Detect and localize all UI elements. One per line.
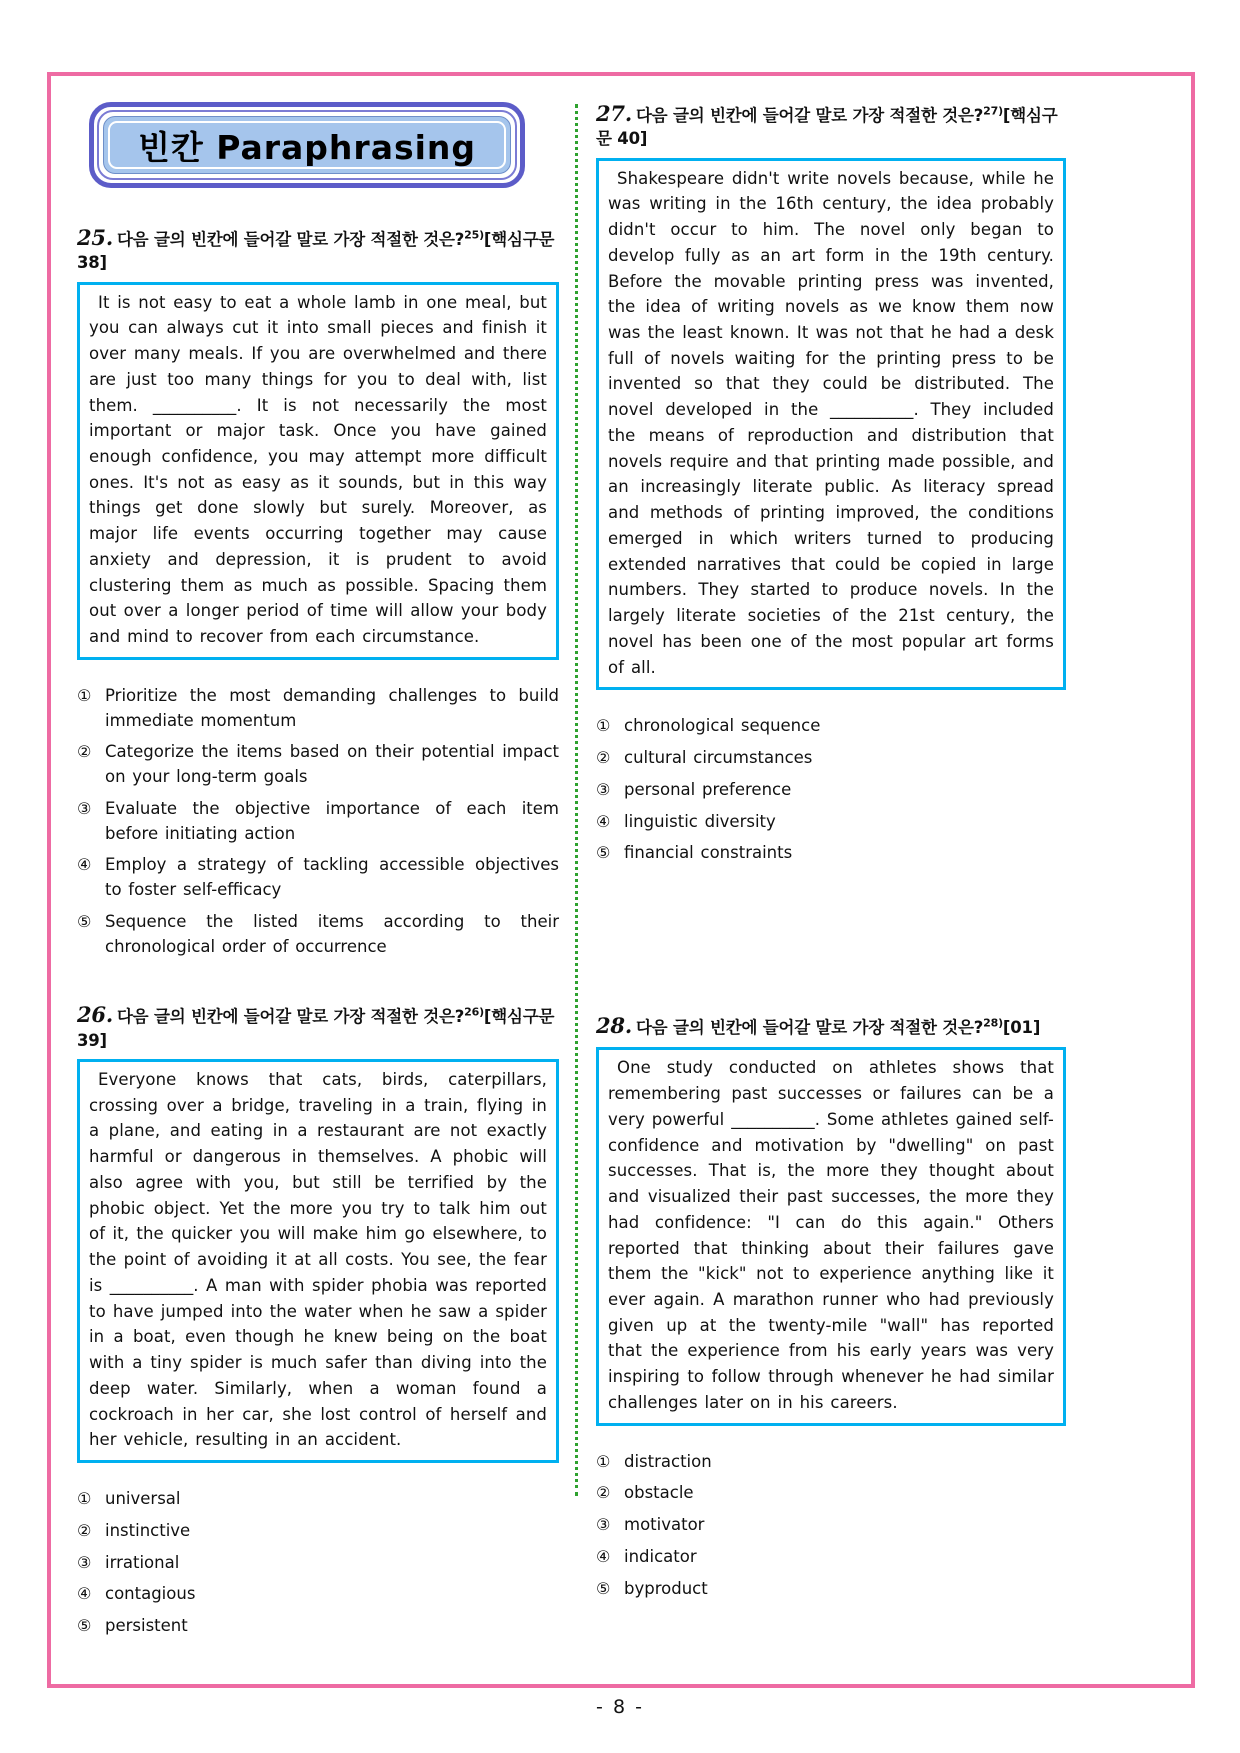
question-number: 28. bbox=[596, 1013, 632, 1039]
option-item bbox=[596, 746, 1066, 771]
option-marker: ① bbox=[77, 1489, 92, 1509]
option-marker: ① bbox=[596, 1451, 611, 1471]
options-list bbox=[596, 714, 1066, 866]
option-item bbox=[596, 810, 1066, 835]
passage-text: Everyone knows that cats, birds, caterpillars, crossing over a bridge, traveling in a train, flying in a plane, and eating in a restaurant are not exactly harmful or dangerous in themselves. A phobic will also agree with you, but still be terrified by the phobic object. Yet the more you try to talk him out of it, the quicker you will make him go elsewhere, to the point of avoiding it at all costs. You see, the fear is __________. A man with spider phobia was reported to have jumped into the water when he saw a spider in a boat, even though he knew being on the boat with a tiny spider is much safer than diving into the deep water. Similarly, when a woman found a cockroach in her car, she lost control of herself and her vehicle, resulting in an accident. bbox=[89, 1070, 547, 1450]
passage-text: Shakespeare didn't write novels because, while he was writing in the 16th century, the idea probably didn't occur to him. The novel only began to develop fully as an art form in the 19th century. Before the movable printing press was invented, the idea of writing novels as we know them now was the least known. It was not that he had a desk full of novels waiting for the printing press to be invented so that they could be distributed. The novel developed in the __________. They included the means of reproduction and distribution that novels require and that printing made possible, and an increasingly literate public. As literacy spread and methods of printing improved, the conditions emerged in which writers turned to producing extended narratives that could be copied in large numbers. They started to produce novels. In the largely literate societies of the 21st century, the novel has been one of the most popular art forms of all. bbox=[608, 168, 1054, 677]
option-text: indicator bbox=[624, 1546, 697, 1566]
question-25 bbox=[77, 224, 559, 959]
option-item bbox=[77, 910, 559, 960]
option-marker: ⑤ bbox=[596, 843, 611, 863]
title-banner bbox=[89, 102, 525, 188]
option-marker: ④ bbox=[596, 1546, 611, 1566]
question-prompt: 다음 글의 빈칸에 들어갈 말로 가장 적절한 것은? bbox=[635, 106, 984, 125]
footnote-ref: 27) bbox=[983, 104, 1003, 118]
option-marker: ② bbox=[77, 1520, 92, 1540]
option-item bbox=[596, 1577, 1066, 1602]
option-text: contagious bbox=[105, 1584, 196, 1604]
question-26 bbox=[77, 1001, 559, 1638]
option-text: instinctive bbox=[105, 1520, 191, 1540]
question-prompt: 다음 글의 빈칸에 들어갈 말로 가장 적절한 것은? bbox=[116, 1007, 465, 1027]
question-number: 25. bbox=[77, 225, 113, 250]
question-27-header bbox=[596, 100, 1066, 151]
source-ref: [핵심구문 38] bbox=[77, 230, 555, 273]
title-banner-inner bbox=[97, 110, 517, 180]
option-item bbox=[596, 841, 1066, 866]
option-text: distraction bbox=[624, 1451, 712, 1471]
option-text: financial constraints bbox=[624, 843, 793, 863]
page-frame bbox=[47, 72, 1195, 1688]
footnote-ref: 28) bbox=[983, 1016, 1003, 1030]
source-ref: [핵심구문 40] bbox=[596, 106, 1058, 149]
question-26-header bbox=[77, 1001, 559, 1052]
page-title: 빈칸 Paraphrasing bbox=[137, 127, 477, 167]
option-marker: ③ bbox=[596, 779, 611, 799]
option-text: obstacle bbox=[624, 1483, 694, 1503]
option-item bbox=[77, 853, 559, 903]
question-prompt: 다음 글의 빈칸에 들어갈 말로 가장 적절한 것은? bbox=[116, 230, 465, 249]
option-marker: ③ bbox=[77, 798, 92, 818]
option-text: byproduct bbox=[624, 1578, 708, 1598]
option-text: cultural circumstances bbox=[624, 748, 813, 768]
question-28 bbox=[596, 1012, 1066, 1601]
option-marker: ③ bbox=[77, 1552, 92, 1572]
option-text: persistent bbox=[105, 1616, 188, 1636]
footnote-ref: 26) bbox=[464, 1005, 484, 1019]
option-text: motivator bbox=[624, 1515, 705, 1535]
footnote-ref: 25) bbox=[464, 228, 484, 242]
options-list bbox=[77, 1487, 559, 1639]
question-27 bbox=[596, 100, 1066, 866]
question-25-header bbox=[77, 224, 559, 275]
option-item bbox=[77, 1487, 559, 1512]
option-marker: ④ bbox=[77, 855, 92, 875]
option-marker: ④ bbox=[596, 811, 611, 831]
title-banner-fill bbox=[103, 116, 511, 174]
passage-text: It is not easy to eat a whole lamb in one meal, but you can always cut it into small pieces and finish it over many meals. If you are overwhelmed and there are just too many things for you to deal with, list them. __________. It is not necessarily the most important or major task. Once you have gained enough confidence, you may attempt more difficult ones. It's not as easy as it sounds, but in this way things get done slowly but surely. Moreover, as major life events occurring together may cause anxiety and depression, it is prudent to avoid clustering them as much as possible. Spacing them out over a longer period of time will allow your body and mind to recover from each circumstance. bbox=[89, 292, 547, 647]
option-text: irrational bbox=[105, 1552, 180, 1572]
option-marker: ② bbox=[77, 742, 92, 762]
page-columns bbox=[51, 76, 1191, 1679]
question-prompt: 다음 글의 빈칸에 들어갈 말로 가장 적절한 것은? bbox=[635, 1018, 984, 1038]
option-text: universal bbox=[105, 1489, 181, 1509]
option-item bbox=[77, 1519, 559, 1544]
passage-box bbox=[77, 1059, 559, 1463]
question-28-header bbox=[596, 1012, 1066, 1040]
option-item bbox=[596, 714, 1066, 739]
option-item bbox=[77, 1582, 559, 1607]
option-marker: ① bbox=[596, 716, 611, 736]
option-text: Sequence the listed items according to their chronological order of occurrence bbox=[105, 911, 559, 956]
option-item bbox=[596, 1545, 1066, 1570]
option-marker: ② bbox=[596, 748, 611, 768]
page-number: - 8 - bbox=[596, 1696, 644, 1718]
source-ref: [핵심구문 39] bbox=[77, 1007, 555, 1050]
question-number: 26. bbox=[77, 1002, 113, 1028]
option-item bbox=[77, 797, 559, 847]
options-list bbox=[596, 1450, 1066, 1602]
option-marker: ② bbox=[596, 1483, 611, 1503]
right-column bbox=[596, 100, 1066, 1679]
passage-box bbox=[77, 282, 559, 660]
option-text: Categorize the items based on their potential impact on your long-term goals bbox=[105, 742, 559, 787]
option-text: Employ a strategy of tackling accessible objectives to foster self-efficacy bbox=[105, 855, 559, 900]
option-item bbox=[596, 1450, 1066, 1475]
option-marker: ⑤ bbox=[77, 1616, 92, 1636]
option-text: Prioritize the most demanding challenges to build immediate momentum bbox=[105, 685, 559, 730]
left-column bbox=[77, 100, 559, 1679]
option-marker: ③ bbox=[596, 1515, 611, 1535]
option-text: personal preference bbox=[624, 779, 792, 799]
option-item bbox=[596, 1481, 1066, 1506]
source-ref: [01] bbox=[1002, 1018, 1041, 1038]
option-item bbox=[77, 740, 559, 790]
option-marker: ④ bbox=[77, 1584, 92, 1604]
options-list bbox=[77, 684, 559, 960]
option-item bbox=[77, 1614, 559, 1639]
option-text: linguistic diversity bbox=[624, 811, 776, 831]
passage-box bbox=[596, 1047, 1066, 1425]
option-marker: ⑤ bbox=[596, 1578, 611, 1598]
option-item bbox=[596, 1513, 1066, 1538]
passage-box bbox=[596, 158, 1066, 691]
option-text: Evaluate the objective importance of each item before initiating action bbox=[105, 798, 559, 843]
option-item bbox=[77, 1551, 559, 1576]
option-text: chronological sequence bbox=[624, 716, 821, 736]
option-item bbox=[77, 684, 559, 734]
option-marker: ① bbox=[77, 685, 92, 705]
option-marker: ⑤ bbox=[77, 911, 92, 931]
question-number: 27. bbox=[596, 101, 632, 126]
passage-text: One study conducted on athletes shows that remembering past successes or failures can be a very powerful __________. Some athletes gained self-confidence and motivation by "dwelling" on past successes. That is, the more they thought about and visualized their past successes, the more they had confidence: "I can do this again." Others reported that thinking about their failures gave them the "kick" not to experience anything like it ever again. A marathon runner who had previously given up at the twenty-mile "wall" has reported that the experience from his early years was very inspiring to follow through whenever he had similar challenges later on in his careers. bbox=[608, 1058, 1054, 1412]
column-divider bbox=[575, 104, 578, 1496]
option-item bbox=[596, 778, 1066, 803]
